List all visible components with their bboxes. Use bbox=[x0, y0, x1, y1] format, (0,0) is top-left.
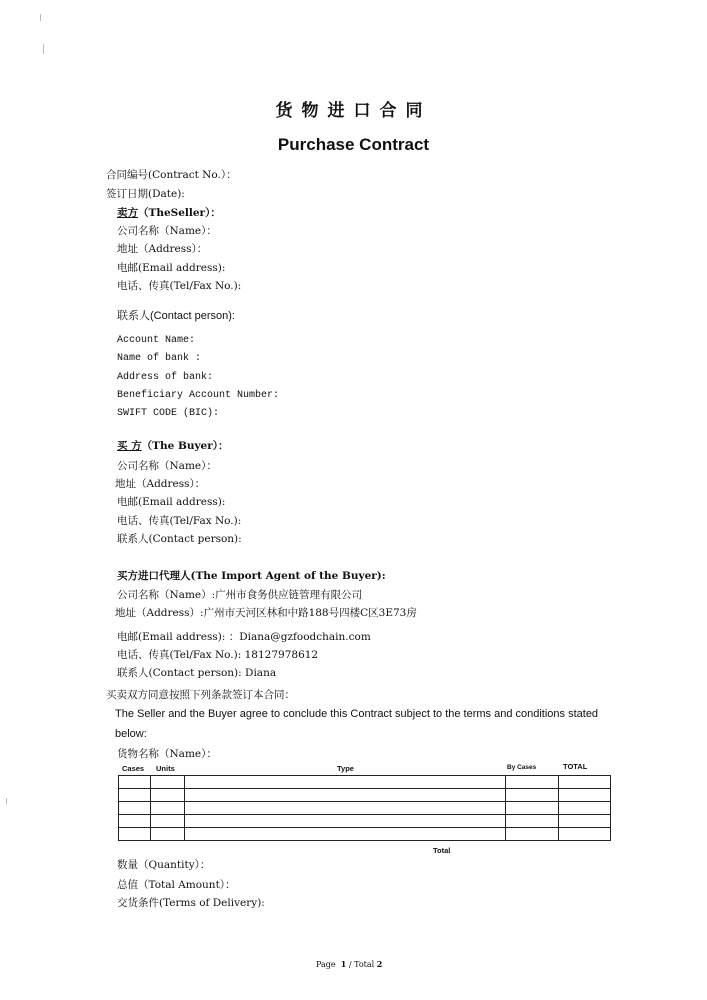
agent-email: 电邮(Email address): ：Diana@gzfoodchain.com bbox=[117, 631, 371, 643]
table-cell bbox=[559, 789, 611, 802]
table-cell bbox=[119, 776, 151, 789]
agent-address: 地址（Address）:广州市天河区林和中路188号四楼C区3E73房 bbox=[115, 607, 417, 619]
column-header-by-cases: By Cases bbox=[507, 764, 537, 771]
table-cell bbox=[119, 789, 151, 802]
seller-beneficiary-label: Beneficiary Account Number: bbox=[117, 390, 280, 401]
table-row bbox=[119, 815, 611, 828]
seller-email-label: 电邮(Email address): bbox=[117, 262, 226, 274]
seller-heading-suffix: （TheSeller）： bbox=[138, 207, 221, 219]
seller-contact-label: 联系人(Contact person): bbox=[117, 310, 235, 322]
scan-speck bbox=[43, 44, 44, 54]
total-prefix: / Total bbox=[348, 960, 375, 969]
total-pages: 2 bbox=[376, 959, 383, 969]
page-prefix: Page bbox=[316, 960, 336, 969]
table-cell bbox=[559, 828, 611, 841]
buyer-tel-label: 电话、传真(Tel/Fax No.): bbox=[117, 515, 242, 527]
buyer-email-label: 电邮(Email address): bbox=[117, 496, 226, 508]
table-cell bbox=[119, 828, 151, 841]
column-header-units: Units bbox=[156, 764, 175, 773]
table-row bbox=[119, 789, 611, 802]
delivery-terms-label: 交货条件(Terms of Delivery): bbox=[117, 897, 265, 909]
table-cell bbox=[150, 815, 184, 828]
table-row bbox=[119, 828, 611, 841]
table-cell bbox=[506, 815, 559, 828]
table-cell bbox=[150, 776, 184, 789]
buyer-heading bbox=[117, 438, 229, 453]
title-chinese: 货物进口合同 bbox=[275, 101, 432, 121]
column-header-type: Type bbox=[337, 764, 354, 773]
table-total-label: Total bbox=[433, 846, 451, 855]
buyer-heading-suffix: （The Buyer）： bbox=[141, 440, 229, 452]
contract-date-label: 签订日期(Date): bbox=[106, 188, 185, 200]
agreement-chinese: 买卖双方同意按照下列条款签订本合同： bbox=[106, 689, 295, 701]
table-row bbox=[119, 802, 611, 815]
table-cell bbox=[184, 776, 505, 789]
table-cell bbox=[150, 828, 184, 841]
buyer-name-label: 公司名称（Name）： bbox=[117, 460, 217, 472]
total-amount-label: 总值（Total Amount）： bbox=[117, 879, 236, 891]
scan-speck bbox=[6, 798, 7, 804]
table-cell bbox=[559, 815, 611, 828]
table-cell bbox=[184, 789, 505, 802]
seller-bank-address-label: Address of bank: bbox=[117, 372, 214, 383]
column-header-total: TOTAL bbox=[563, 762, 588, 771]
agent-heading: 买方进口代理人(The Import Agent of the Buyer): bbox=[117, 570, 386, 582]
goods-name-label: 货物名称（Name）： bbox=[117, 748, 217, 760]
scan-speck bbox=[40, 14, 41, 21]
table-cell bbox=[506, 789, 559, 802]
seller-address-label: 地址（Address）： bbox=[117, 243, 208, 255]
buyer-address-label: 地址（Address）： bbox=[115, 478, 206, 490]
table-cell bbox=[559, 776, 611, 789]
page-footer bbox=[316, 959, 382, 969]
agent-contact: 联系人(Contact person): Diana bbox=[117, 667, 277, 679]
table-cell bbox=[184, 802, 505, 815]
buyer-contact-label: 联系人(Contact person): bbox=[117, 533, 242, 545]
title-english: Purchase Contract bbox=[277, 135, 430, 154]
table-cell bbox=[506, 802, 559, 815]
seller-bank-name-label: Name of bank : bbox=[117, 353, 202, 364]
agent-tel: 电话、传真(Tel/Fax No.): 18127978612 bbox=[117, 649, 319, 661]
seller-heading bbox=[117, 205, 221, 220]
table-cell bbox=[150, 789, 184, 802]
table-cell bbox=[184, 828, 505, 841]
table-cell bbox=[184, 815, 505, 828]
goods-table bbox=[118, 775, 611, 841]
table-cell bbox=[119, 815, 151, 828]
quantity-label: 数量（Quantity）： bbox=[117, 859, 211, 871]
seller-swift-label: SWIFT CODE (BIC): bbox=[117, 408, 220, 419]
table-cell bbox=[506, 828, 559, 841]
agreement-english-line1: The Seller and the Buyer agree to conclude this Contract subject to the terms and conditions stated bbox=[115, 708, 599, 720]
table-cell bbox=[506, 776, 559, 789]
seller-account-name-label: Account Name: bbox=[117, 335, 196, 346]
seller-tel-label: 电话、传真(Tel/Fax No.): bbox=[117, 280, 242, 292]
table-row bbox=[119, 776, 611, 789]
seller-heading-label: 卖方 bbox=[117, 207, 138, 219]
column-header-cases: Cases bbox=[122, 764, 145, 773]
agreement-english-line2: below: bbox=[115, 728, 147, 740]
table-cell bbox=[559, 802, 611, 815]
table-cell bbox=[150, 802, 184, 815]
agent-name: 公司名称（Name）:广州市食务供应链管理有限公司 bbox=[117, 589, 363, 601]
seller-name-label: 公司名称（Name）： bbox=[117, 225, 217, 237]
buyer-heading-label: 买 方 bbox=[117, 440, 142, 452]
page-number: 1 bbox=[340, 959, 347, 969]
table-cell bbox=[119, 802, 151, 815]
contract-number-label: 合同编号(Contract No.）： bbox=[106, 169, 237, 181]
